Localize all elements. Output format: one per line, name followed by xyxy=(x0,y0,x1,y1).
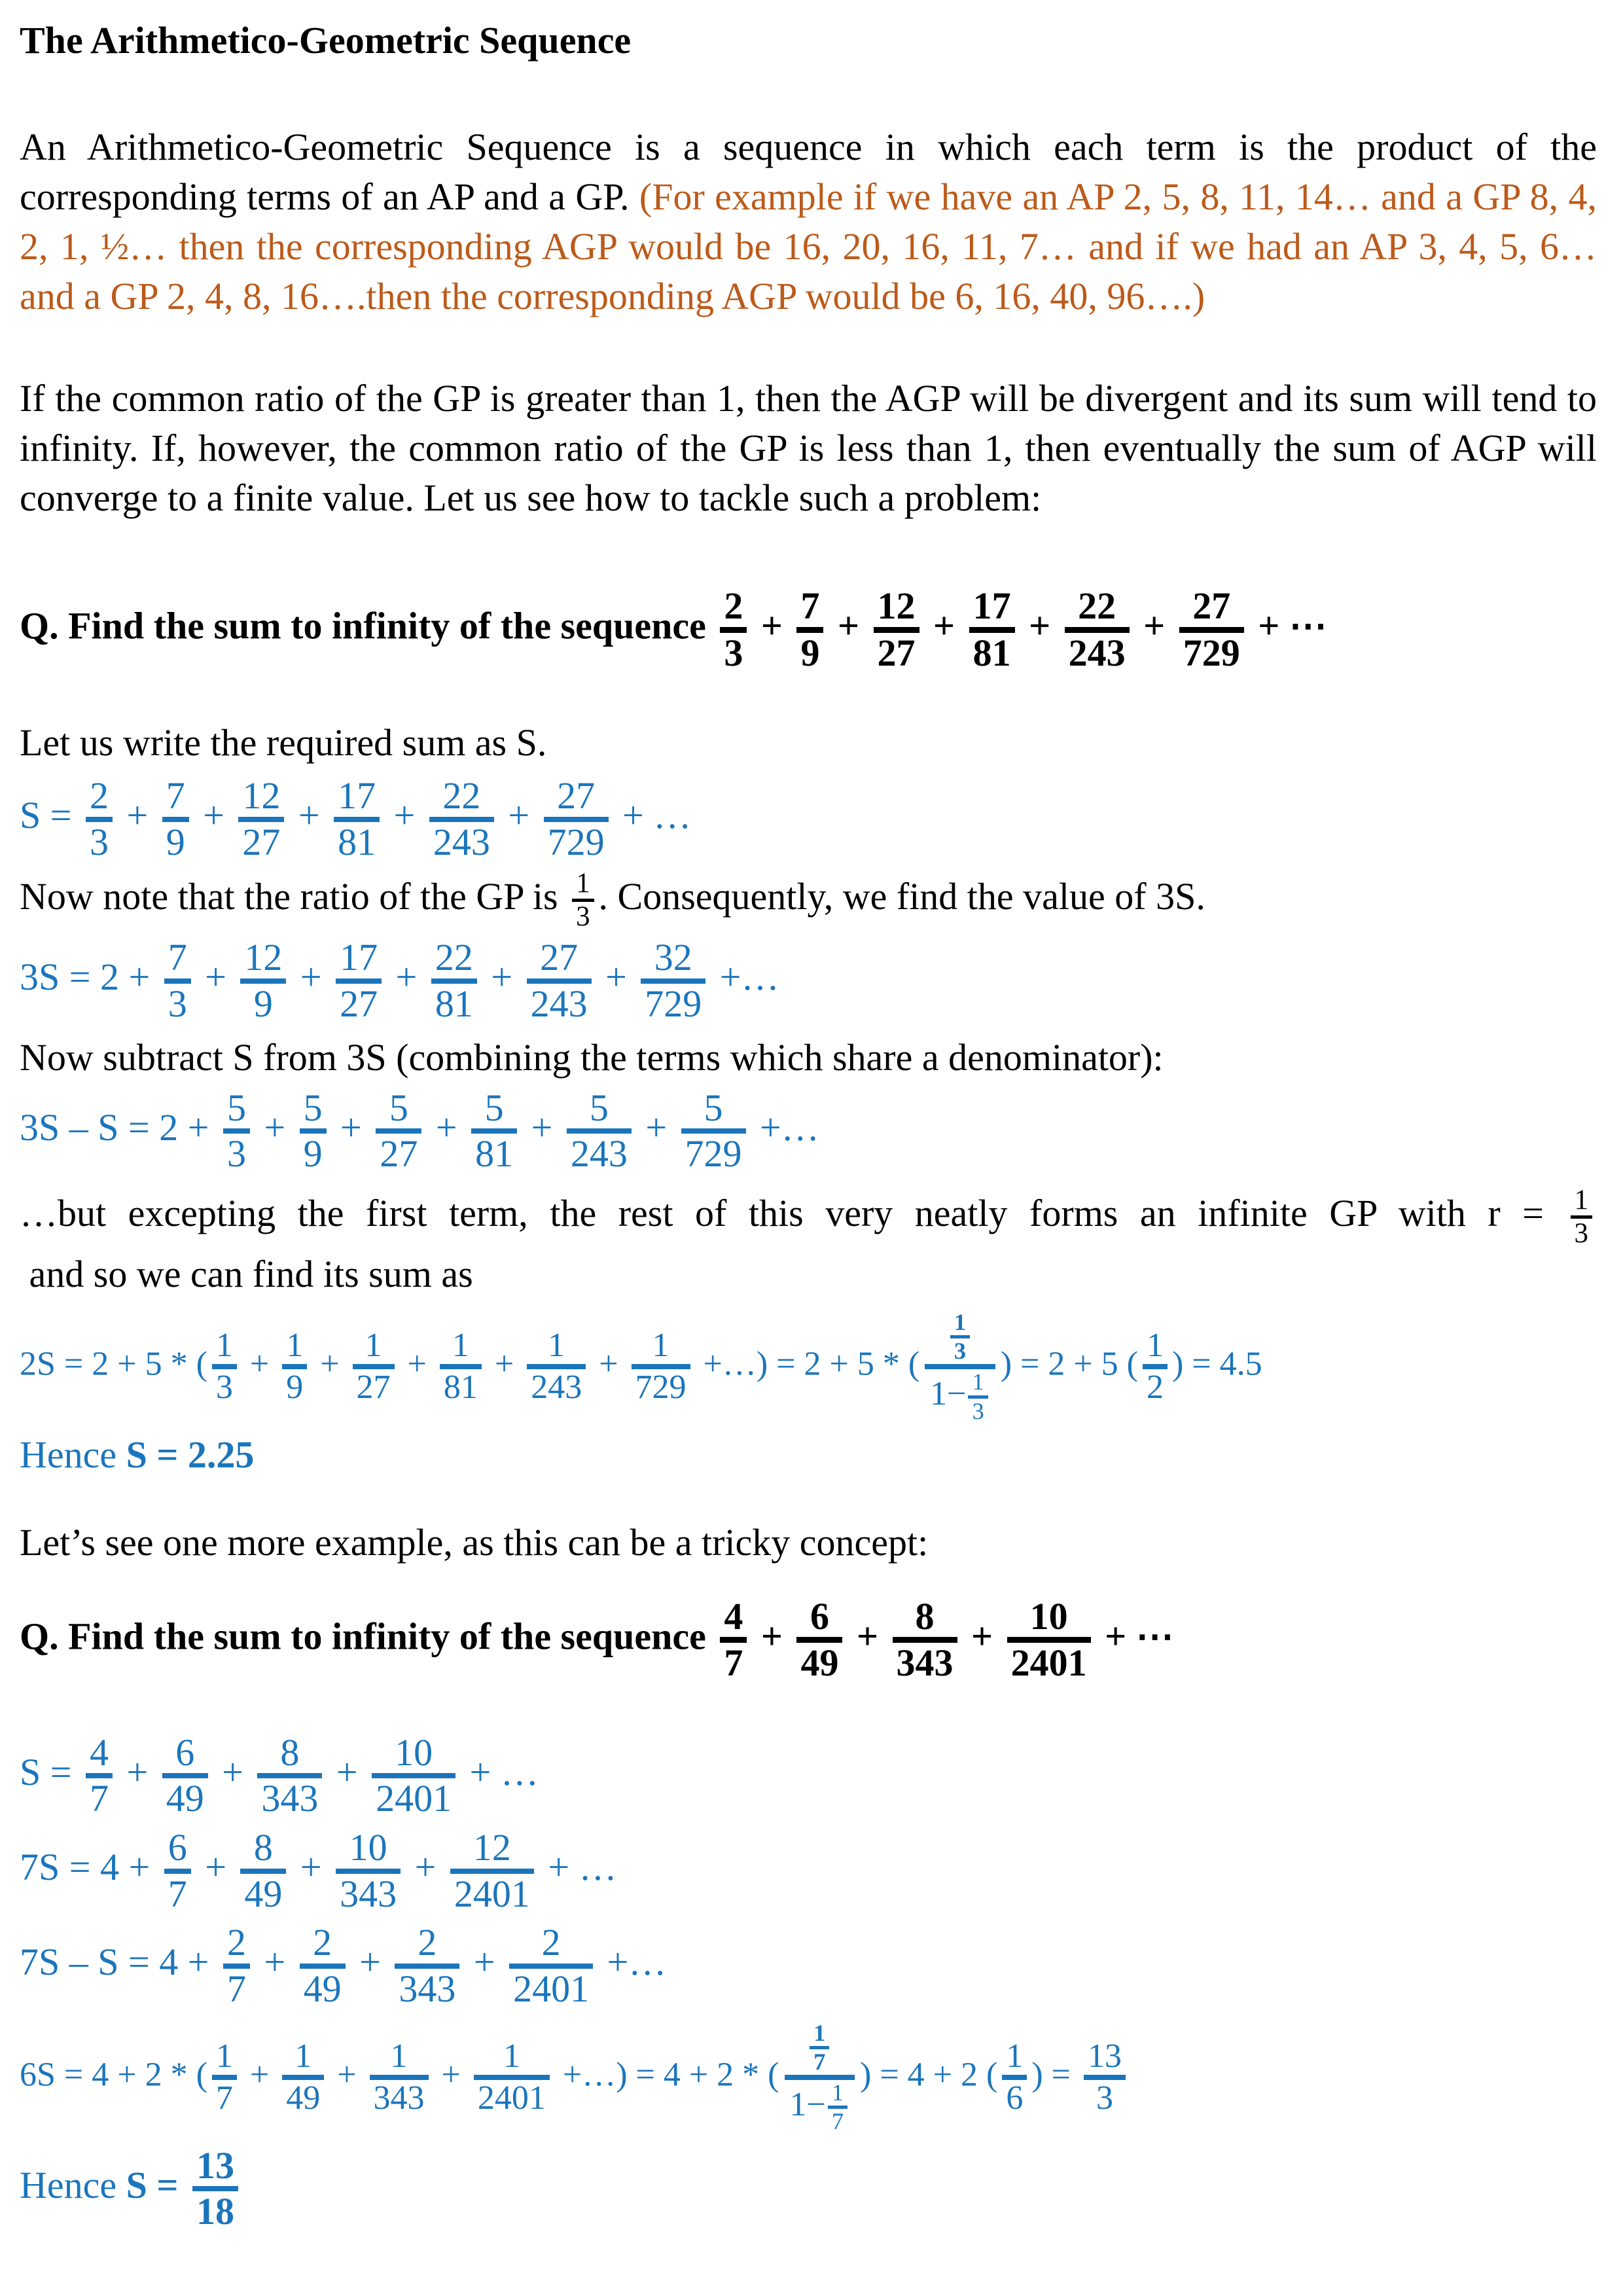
fraction-numerator: 7 xyxy=(168,936,187,979)
fraction xyxy=(968,1369,988,1424)
math-text: +… xyxy=(710,956,779,999)
math-text: + xyxy=(241,2056,278,2094)
fraction-denominator: 27 xyxy=(376,1128,421,1175)
fraction xyxy=(796,586,823,673)
math-text: + xyxy=(426,1105,467,1149)
fraction-numerator: 13 xyxy=(1087,2037,1122,2075)
fraction xyxy=(567,1088,632,1175)
fraction xyxy=(300,1922,346,2009)
math-text: + xyxy=(828,604,869,647)
fraction-denominator: 3 xyxy=(1084,2075,1126,2117)
fraction-denominator: 49 xyxy=(796,1637,842,1684)
complex-fraction xyxy=(925,1310,995,1424)
hence-s-equals-2-25 xyxy=(20,1433,1597,1477)
math-text: Hence xyxy=(20,1433,126,1476)
math-text: +… xyxy=(750,1105,819,1149)
math-text: + xyxy=(349,1941,391,1984)
fraction-denominator: 9 xyxy=(796,627,823,674)
math-text: 3S – S = 2 + xyxy=(20,1105,219,1149)
fraction-numerator: 2 xyxy=(313,1921,332,1964)
fraction-denominator: 3 xyxy=(223,1128,250,1175)
fraction-denominator: 729 xyxy=(632,1364,690,1406)
fraction-denominator: 27 xyxy=(336,978,382,1025)
fraction-denominator: 9 xyxy=(282,1364,307,1406)
fraction-numerator: 22 xyxy=(442,774,481,817)
fraction xyxy=(450,1827,534,1914)
fraction-denominator: 9 xyxy=(162,817,189,863)
fraction xyxy=(162,1732,208,1820)
math-text: + xyxy=(254,1105,295,1149)
fraction-numerator: 5 xyxy=(303,1086,323,1129)
fraction-numerator: 1 xyxy=(286,1327,304,1365)
fraction-numerator: 12 xyxy=(244,936,283,979)
math-text: + xyxy=(195,1845,236,1888)
math-text: + xyxy=(1133,604,1175,647)
fraction-denominator: 2 xyxy=(1143,1364,1168,1406)
fraction xyxy=(429,776,494,863)
fraction-numerator: 2 xyxy=(418,1921,437,1964)
math-text: + … xyxy=(460,1750,539,1793)
math-text: + … xyxy=(613,794,692,837)
fraction-denominator: 729 xyxy=(681,1128,746,1175)
fraction-numerator: 1 xyxy=(548,1327,565,1365)
fraction-numerator: 1 xyxy=(576,867,590,899)
fraction-denominator: 7 xyxy=(810,2046,829,2075)
fraction-denominator: 3 xyxy=(572,899,594,932)
fraction-numerator: 6 xyxy=(168,1826,187,1869)
fraction xyxy=(212,2038,237,2117)
fraction xyxy=(509,1922,593,2009)
math-text: S = xyxy=(126,2163,188,2206)
fraction-denominator: 3 xyxy=(164,978,191,1025)
fraction-denominator: 7 xyxy=(212,2075,237,2117)
fraction-numerator: 12 xyxy=(242,774,281,817)
fraction xyxy=(212,1327,237,1406)
fraction xyxy=(336,937,382,1024)
convergence-paragraph: If the common ratio of the GP is greater than 1, then the AGP will be divergent and its sum will tend to infinity. If, however, the common ratio of the GP is less than 1, then eventually the sum of AGP will converge to a finite value. Let us see how to tackle such a problem: xyxy=(20,377,1597,520)
math-text: + xyxy=(635,1105,677,1149)
fraction-denominator: 729 xyxy=(544,817,609,863)
fraction xyxy=(572,869,594,933)
fraction-denominator: 18 xyxy=(192,2186,238,2233)
complex-fraction-numerator xyxy=(785,2020,855,2075)
complex-fraction xyxy=(785,2020,855,2135)
fraction xyxy=(440,1327,482,1406)
fraction-denominator: 81 xyxy=(471,1128,517,1175)
fraction-denominator: 3 xyxy=(950,1335,970,1364)
fraction-denominator: 7 xyxy=(223,1964,250,2010)
equation-3s xyxy=(20,937,1597,1024)
math-text: +…) = 4 + 2 * ( xyxy=(554,2056,779,2094)
equation-6s xyxy=(20,2020,1597,2135)
fraction-numerator: 1 xyxy=(365,1327,382,1365)
fraction xyxy=(282,1327,307,1406)
ratio-note-line xyxy=(20,869,1597,933)
fraction-numerator: 2 xyxy=(724,584,743,628)
fraction-denominator: 243 xyxy=(527,978,592,1025)
fraction-denominator: 243 xyxy=(1065,627,1130,674)
fraction xyxy=(632,1327,690,1406)
fraction-denominator: 2401 xyxy=(372,1773,455,1820)
fraction xyxy=(893,1596,957,1684)
fraction-denominator: 27 xyxy=(353,1364,395,1406)
math-text: + xyxy=(312,1345,348,1383)
fraction-numerator: 1 xyxy=(390,2037,408,2075)
math-text: + … xyxy=(538,1845,617,1888)
math-text: + xyxy=(961,1614,1003,1657)
math-text: + xyxy=(289,794,330,837)
math-text: + xyxy=(330,1105,372,1149)
fraction xyxy=(796,1596,842,1684)
math-text: + xyxy=(116,794,158,837)
fraction-numerator: 10 xyxy=(395,1731,433,1774)
fraction-denominator: 3 xyxy=(720,627,747,674)
math-text: Q. Find the sum to infinity of the sequence xyxy=(20,604,716,647)
question-2 xyxy=(20,1596,1597,1684)
math-text: S = xyxy=(20,1750,81,1793)
math-text: + xyxy=(751,1614,793,1657)
fraction xyxy=(164,937,191,1024)
fraction-numerator: 10 xyxy=(1029,1594,1068,1638)
equation-7s xyxy=(20,1827,1597,1914)
fraction-denominator: 3 xyxy=(212,1364,237,1406)
fraction-denominator: 3 xyxy=(1571,1215,1592,1249)
fraction xyxy=(950,1310,970,1365)
math-text: + xyxy=(522,1105,562,1149)
fraction xyxy=(336,1827,401,1914)
fraction xyxy=(164,1827,191,1914)
fraction-numerator: 4 xyxy=(724,1594,743,1638)
fraction-numerator: 1 xyxy=(1146,1327,1164,1365)
math-text: + xyxy=(241,1345,278,1383)
fraction-numerator: 6 xyxy=(175,1731,195,1774)
math-text: + xyxy=(405,1845,446,1888)
fraction-numerator: 5 xyxy=(589,1086,609,1129)
fraction-denominator: 9 xyxy=(240,978,286,1025)
fraction xyxy=(192,2145,238,2233)
fraction xyxy=(1002,2038,1027,2117)
math-text: Hence xyxy=(20,2163,126,2206)
fraction xyxy=(162,776,189,863)
fraction xyxy=(86,1732,113,1820)
math-text: ) = 4 + 2 ( xyxy=(860,2056,998,2094)
fraction xyxy=(641,937,705,1024)
fraction-numerator: 8 xyxy=(253,1826,273,1869)
fraction xyxy=(874,586,919,673)
fraction xyxy=(527,1327,586,1406)
fraction xyxy=(681,1088,746,1175)
fraction-denominator: 2401 xyxy=(474,2075,550,2117)
math-text: + xyxy=(116,1750,158,1793)
fraction xyxy=(282,2038,324,2117)
math-text: 3S = 2 + xyxy=(20,956,160,999)
math-text: ) = 4.5 xyxy=(1171,1345,1262,1383)
math-text: + xyxy=(291,956,332,999)
fraction-numerator: 1 xyxy=(652,1327,669,1365)
equation-7s-minus-s xyxy=(20,1922,1597,2009)
fraction-numerator: 1 xyxy=(215,1327,233,1365)
fraction-numerator: 1 xyxy=(1574,1184,1588,1215)
math-text: + xyxy=(590,1345,627,1383)
gp-note-paragraph xyxy=(20,1185,1597,1299)
fraction-denominator: 2401 xyxy=(509,1964,593,2010)
math-text: S = xyxy=(20,794,81,837)
one-more-example-line: Let’s see one more example, as this can be a tricky concept: xyxy=(20,1520,929,1564)
fraction-numerator: 2 xyxy=(89,774,109,817)
math-text: Now note that the ratio of the GP is xyxy=(20,874,568,918)
complex-fraction-numerator xyxy=(925,1310,995,1365)
fraction-denominator: 27 xyxy=(238,817,284,863)
fraction-numerator: 2 xyxy=(541,1921,561,1964)
fraction-numerator: 5 xyxy=(389,1086,408,1129)
fraction-numerator: 1 xyxy=(294,2037,312,2075)
math-text: ) = 2 + 5 ( xyxy=(1000,1345,1138,1383)
fraction-denominator: 3 xyxy=(968,1395,988,1424)
hence-s-equals-13-18 xyxy=(20,2145,1597,2233)
fraction-numerator: 12 xyxy=(877,584,916,628)
math-text: 1− xyxy=(930,1374,967,1412)
fraction xyxy=(376,1088,421,1175)
fraction xyxy=(300,1088,327,1175)
question-1 xyxy=(20,586,1597,673)
complex-fraction-denominator xyxy=(785,2075,855,2135)
math-text: + xyxy=(384,794,425,837)
math-text: + xyxy=(327,1750,368,1793)
math-text: + xyxy=(433,2056,469,2094)
fraction-numerator: 13 xyxy=(196,2144,234,2187)
fraction xyxy=(238,776,284,863)
fraction-denominator: 6 xyxy=(1002,2075,1027,2117)
fraction-denominator: 7 xyxy=(720,1637,747,1684)
fraction xyxy=(372,1732,455,1820)
fraction-numerator: 27 xyxy=(540,936,579,979)
fraction xyxy=(810,2020,829,2075)
math-text: S = 2.25 xyxy=(126,1433,255,1476)
fraction-numerator: 10 xyxy=(349,1826,387,1869)
fraction-numerator: 27 xyxy=(557,774,596,817)
math-text: ) = xyxy=(1031,2056,1079,2094)
fraction-numerator: 7 xyxy=(166,774,185,817)
math-text: + ⋯ xyxy=(1095,1614,1174,1657)
fraction xyxy=(720,1596,747,1684)
fraction-denominator: 343 xyxy=(893,1637,957,1684)
fraction-denominator: 729 xyxy=(1179,627,1244,674)
fraction-numerator: 6 xyxy=(810,1594,829,1638)
fraction xyxy=(431,937,477,1024)
fraction-numerator: 1 xyxy=(813,2019,826,2046)
document-title: The Arithmetico-Geometric Sequence xyxy=(20,19,632,62)
math-text: + xyxy=(923,604,965,647)
fraction xyxy=(474,2038,550,2117)
fraction xyxy=(471,1088,517,1175)
fraction-numerator: 27 xyxy=(1192,584,1231,628)
complex-fraction-denominator xyxy=(925,1364,995,1424)
fraction-numerator: 8 xyxy=(280,1731,300,1774)
fraction xyxy=(353,1327,395,1406)
fraction-denominator: 729 xyxy=(641,978,705,1025)
fraction-denominator: 3 xyxy=(86,817,113,863)
math-text: + xyxy=(386,956,427,999)
math-text: + xyxy=(498,794,539,837)
fraction-denominator: 7 xyxy=(86,1773,113,1820)
fraction-denominator: 343 xyxy=(370,2075,429,2117)
math-text: + xyxy=(751,604,793,647)
fraction xyxy=(370,2038,429,2117)
math-text: + xyxy=(291,1845,332,1888)
fraction-numerator: 7 xyxy=(800,584,820,628)
fraction xyxy=(544,776,609,863)
fraction-numerator: 8 xyxy=(915,1594,935,1638)
intro-paragraph xyxy=(20,122,1597,321)
math-text: + ⋯ xyxy=(1248,604,1327,647)
fraction-numerator: 2 xyxy=(226,1921,246,1964)
subtract-line: Now subtract S from 3S (combining the terms which share a denominator): xyxy=(20,1035,1164,1079)
sum-as-s-line: Let us write the required sum as S. xyxy=(20,721,547,764)
fraction-denominator: 7 xyxy=(164,1869,191,1915)
fraction xyxy=(1065,586,1130,673)
fraction-numerator: 1 xyxy=(452,1327,469,1365)
equation-3s-minus-s xyxy=(20,1088,1597,1175)
fraction-denominator: 9 xyxy=(300,1128,327,1175)
fraction-numerator: 5 xyxy=(704,1086,723,1129)
math-text: …but excepting the first term, the rest of this very neatly forms an infinite GP with r = xyxy=(20,1192,1566,1235)
fraction-numerator: 17 xyxy=(340,936,378,979)
fraction-denominator: 27 xyxy=(874,627,919,674)
fraction-numerator: 1 xyxy=(972,1369,984,1395)
math-text: +… xyxy=(597,1941,667,1984)
math-text: + xyxy=(329,2056,365,2094)
fraction-numerator: 4 xyxy=(89,1731,109,1774)
fraction-denominator: 49 xyxy=(240,1869,286,1915)
fraction-numerator: 22 xyxy=(435,936,473,979)
fraction xyxy=(969,586,1015,673)
math-text: + xyxy=(847,1614,888,1657)
fraction xyxy=(223,1088,250,1175)
fraction-numerator: 22 xyxy=(1078,584,1116,628)
intro-example-orange-text: (For example if we have an AP 2, 5, 8, 11, 14… and a GP 8, 4, 2, 1, ½… then the corresponding AGP would be 16, 20, 16, 11, 7… and if we had an AP 3, 4, 5, 6… and a GP 2, 4, 8, 16….then the corresponding AGP would be 6, 16, 40, 96….) xyxy=(20,175,1597,318)
fraction-numerator: 32 xyxy=(654,936,692,979)
math-text: + xyxy=(212,1750,253,1793)
equation-s xyxy=(20,776,1597,863)
math-text: + xyxy=(399,1345,435,1383)
fraction-denominator: 343 xyxy=(257,1773,322,1820)
math-text: + xyxy=(1019,604,1060,647)
fraction-denominator: 343 xyxy=(395,1964,459,2010)
fraction xyxy=(1179,586,1244,673)
fraction-denominator: 81 xyxy=(969,627,1015,674)
fraction-numerator: 1 xyxy=(215,2037,233,2075)
math-text: + xyxy=(195,956,236,999)
fraction xyxy=(527,937,592,1024)
fraction-denominator: 49 xyxy=(162,1773,208,1820)
math-text: Q. Find the sum to infinity of the sequence xyxy=(20,1614,716,1657)
fraction xyxy=(828,2080,847,2135)
math-text: and so we can find its sum as xyxy=(20,1252,473,1295)
fraction-numerator: 1 xyxy=(954,1308,967,1335)
fraction-numerator: 1 xyxy=(503,2037,520,2075)
fraction-denominator: 243 xyxy=(527,1364,586,1406)
fraction-denominator: 2401 xyxy=(1007,1637,1091,1684)
fraction-denominator: 81 xyxy=(431,978,477,1025)
equation-2s xyxy=(20,1310,1597,1424)
equation-s-example-2 xyxy=(20,1732,1597,1820)
math-text: + xyxy=(481,956,522,999)
fraction xyxy=(395,1922,459,2009)
fraction-numerator: 5 xyxy=(226,1086,246,1129)
math-text: 2S = 2 + 5 * ( xyxy=(20,1345,207,1383)
math-text: . Consequently, we find the value of 3S. xyxy=(598,874,1205,918)
fraction-numerator: 1 xyxy=(831,2079,844,2106)
math-text: + xyxy=(464,1941,505,1984)
fraction-numerator: 5 xyxy=(484,1086,504,1129)
math-text: + xyxy=(193,794,234,837)
fraction xyxy=(257,1732,322,1820)
fraction-denominator: 2401 xyxy=(450,1869,534,1915)
fraction xyxy=(223,1922,250,2009)
math-text: + xyxy=(596,956,637,999)
math-text: + xyxy=(486,1345,523,1383)
fraction-denominator: 243 xyxy=(567,1128,632,1175)
fraction-numerator: 17 xyxy=(338,774,376,817)
fraction xyxy=(1084,2038,1126,2117)
math-text: 6S = 4 + 2 * ( xyxy=(20,2056,207,2094)
fraction xyxy=(1007,1596,1091,1684)
fraction xyxy=(1571,1185,1592,1249)
fraction xyxy=(240,937,286,1024)
fraction xyxy=(334,776,380,863)
fraction-denominator: 343 xyxy=(336,1869,401,1915)
fraction-denominator: 7 xyxy=(828,2106,847,2134)
intro-definition-text: An Arithmetico-Geometric Sequence is a sequence in which each term is the product of the corresponding terms of an AP and a GP. xyxy=(20,126,1597,219)
fraction-numerator: 17 xyxy=(972,584,1011,628)
fraction-denominator: 81 xyxy=(334,817,380,863)
fraction-denominator: 49 xyxy=(300,1964,346,2010)
fraction xyxy=(1143,1327,1168,1406)
math-text: 7S – S = 4 + xyxy=(20,1941,219,1984)
math-text: 1− xyxy=(789,2085,826,2123)
math-text: 7S = 4 + xyxy=(20,1845,160,1888)
fraction-numerator: 12 xyxy=(473,1826,511,1869)
fraction-denominator: 49 xyxy=(282,2075,324,2117)
fraction xyxy=(720,586,747,673)
fraction-numerator: 1 xyxy=(1006,2037,1024,2075)
fraction-denominator: 243 xyxy=(429,817,494,863)
math-text: +…) = 2 + 5 * ( xyxy=(694,1345,920,1383)
fraction-denominator: 81 xyxy=(440,1364,482,1406)
math-text: + xyxy=(254,1941,295,1984)
fraction xyxy=(86,776,113,863)
fraction xyxy=(240,1827,286,1914)
